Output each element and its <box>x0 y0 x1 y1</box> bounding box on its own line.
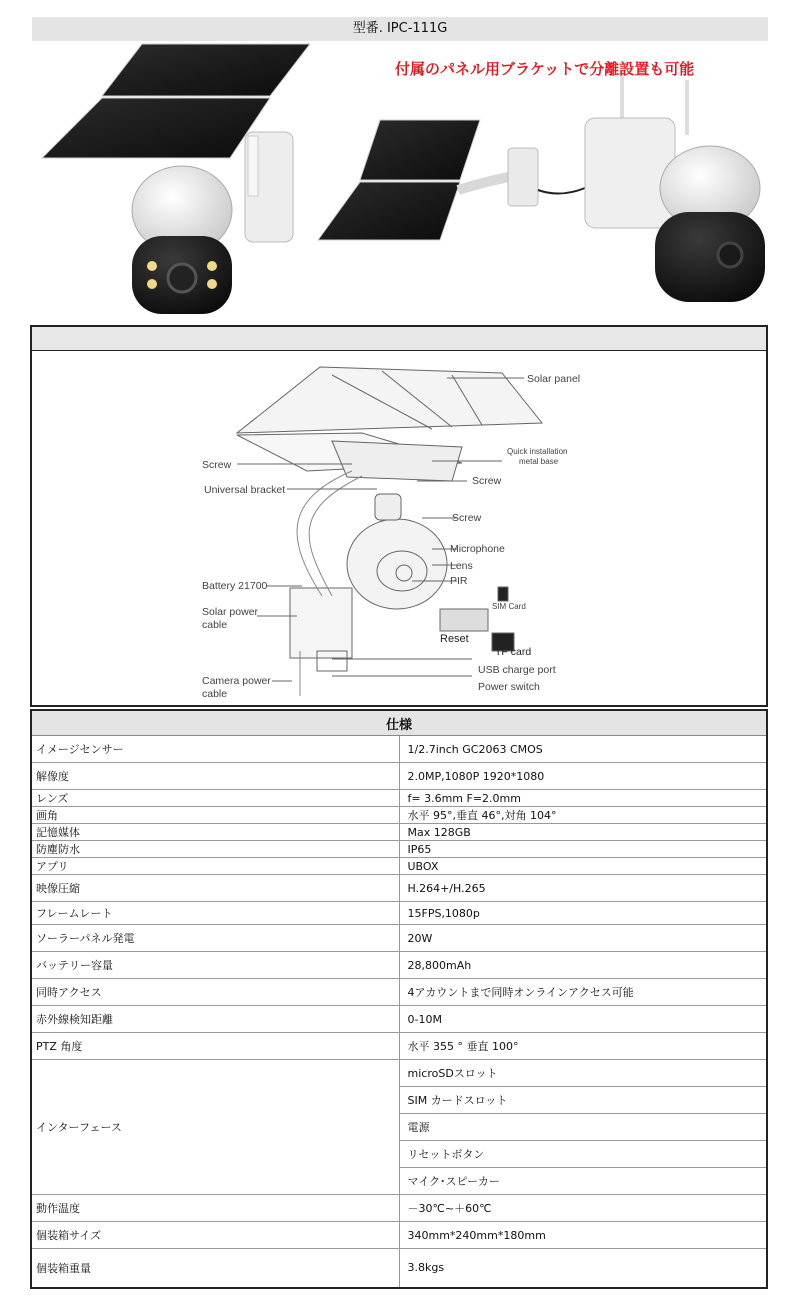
table-row <box>32 952 766 979</box>
spec-value: リセットボタン <box>399 1141 766 1168</box>
label-quick-base: Quick installation <box>507 447 568 456</box>
label-screw-camera: Screw <box>452 512 482 524</box>
spec-value: 水平 95°,垂直 46°,対角 104° <box>399 807 766 824</box>
spec-key: 個装箱サイズ <box>32 1222 399 1249</box>
table-row <box>32 824 766 841</box>
spec-key: レンズ <box>32 790 399 807</box>
table-row <box>32 1195 766 1222</box>
camera-photo-side <box>585 70 765 302</box>
label-solar-cable-2: cable <box>202 619 228 631</box>
spec-value: 1/2.7inch GC2063 CMOS <box>399 736 766 763</box>
model-number: 型番. IPC-111G <box>352 21 448 36</box>
spec-value: 3.8kgs <box>407 1261 445 1275</box>
label-screw-left: Screw <box>202 459 232 471</box>
diagram-header-bar <box>32 327 766 351</box>
table-row <box>32 790 766 807</box>
spec-value: SIM カードスロット <box>399 1087 766 1114</box>
table-row <box>32 858 766 875</box>
spec-key: ソーラーパネル発電 <box>32 925 399 952</box>
label-battery: Battery 21700 <box>202 580 268 592</box>
spec-value: 水平 355 ° 垂直 100° <box>399 1033 766 1060</box>
spec-value: 4アカウントまで同時オンラインアクセス可能 <box>399 979 766 1006</box>
table-row <box>32 1222 766 1249</box>
label-tf-card: TF card <box>495 646 532 658</box>
spec-value: UBOX <box>399 858 766 875</box>
spec-key: PTZ 角度 <box>32 1033 399 1060</box>
table-row <box>32 736 766 763</box>
camera-photo-front <box>42 44 310 314</box>
spec-key: 個装箱重量 <box>32 1249 399 1287</box>
spec-value: 0-10M <box>399 1006 766 1033</box>
spec-value: 2.0MP,1080P 1920*1080 <box>399 763 766 790</box>
label-microphone: Microphone <box>450 543 505 555</box>
table-row <box>32 902 766 925</box>
spec-title: 仕様 <box>32 711 766 736</box>
table-row <box>32 1249 766 1287</box>
spec-key: 解像度 <box>32 763 399 790</box>
spec-value: microSDスロット <box>399 1060 766 1087</box>
installation-diagram-frame <box>30 325 768 707</box>
table-row <box>32 1006 766 1033</box>
spec-key: フレームレート <box>32 902 399 925</box>
spec-value: マイク･スピーカー <box>399 1168 766 1195</box>
spec-key: 赤外線検知距離 <box>32 1006 399 1033</box>
spec-value: 15FPS,1080p <box>399 902 766 925</box>
label-camera-cable: Camera power <box>202 675 271 687</box>
table-row <box>32 875 766 902</box>
spec-value: －30℃~＋60℃ <box>399 1195 766 1222</box>
spec-value: f= 3.6mm F=2.0mm <box>399 790 766 807</box>
exploded-diagram <box>32 351 766 705</box>
spec-value: 28,800mAh <box>399 952 766 979</box>
label-sim-card: SIM Card <box>492 602 526 611</box>
spec-table <box>30 709 768 1289</box>
label-camera-cable-2: cable <box>202 688 228 700</box>
spec-key: イメージセンサー <box>32 736 399 763</box>
product-photos <box>30 40 770 320</box>
table-row <box>32 979 766 1006</box>
spec-value: 電源 <box>399 1114 766 1141</box>
label-screw-right: Screw <box>472 475 502 487</box>
spec-key: 動作温度 <box>32 1195 399 1222</box>
label-universal-bracket: Universal bracket <box>204 484 286 496</box>
table-row <box>32 925 766 952</box>
spec-key: 画角 <box>32 807 399 824</box>
table-row <box>32 1033 766 1060</box>
spec-value: IP65 <box>399 841 766 858</box>
spec-value: Max 128GB <box>399 824 766 841</box>
spec-key: 防塵防水 <box>32 841 399 858</box>
solar-panel-photo <box>318 120 585 240</box>
spec-key: 同時アクセス <box>32 979 399 1006</box>
model-number-bar <box>32 17 768 41</box>
separate-install-banner: 付属のパネル用ブラケットで分離設置も可能 <box>395 60 695 78</box>
table-row <box>32 807 766 824</box>
label-lens: Lens <box>450 560 473 572</box>
label-power-switch: Power switch <box>478 681 540 693</box>
spec-key: アプリ <box>32 858 399 875</box>
table-row <box>32 763 766 790</box>
spec-value: H.264+/H.265 <box>399 875 766 902</box>
spec-key: 記憶媒体 <box>32 824 399 841</box>
label-reset: Reset <box>440 633 469 645</box>
spec-key: 映像圧縮 <box>32 875 399 902</box>
label-quick-base-2: metal base <box>519 457 559 466</box>
spec-value: 20W <box>399 925 766 952</box>
label-solar-cable: Solar power <box>202 606 259 618</box>
spec-key-interface: インターフェース <box>32 1060 399 1195</box>
table-row <box>32 1060 766 1087</box>
spec-key: バッテリー容量 <box>32 952 399 979</box>
label-solar-panel: Solar panel <box>527 373 581 385</box>
label-pir: PIR <box>450 575 468 587</box>
label-usb-port: USB charge port <box>478 664 556 676</box>
spec-value: 340mm*240mm*180mm <box>399 1222 766 1249</box>
table-row <box>32 841 766 858</box>
